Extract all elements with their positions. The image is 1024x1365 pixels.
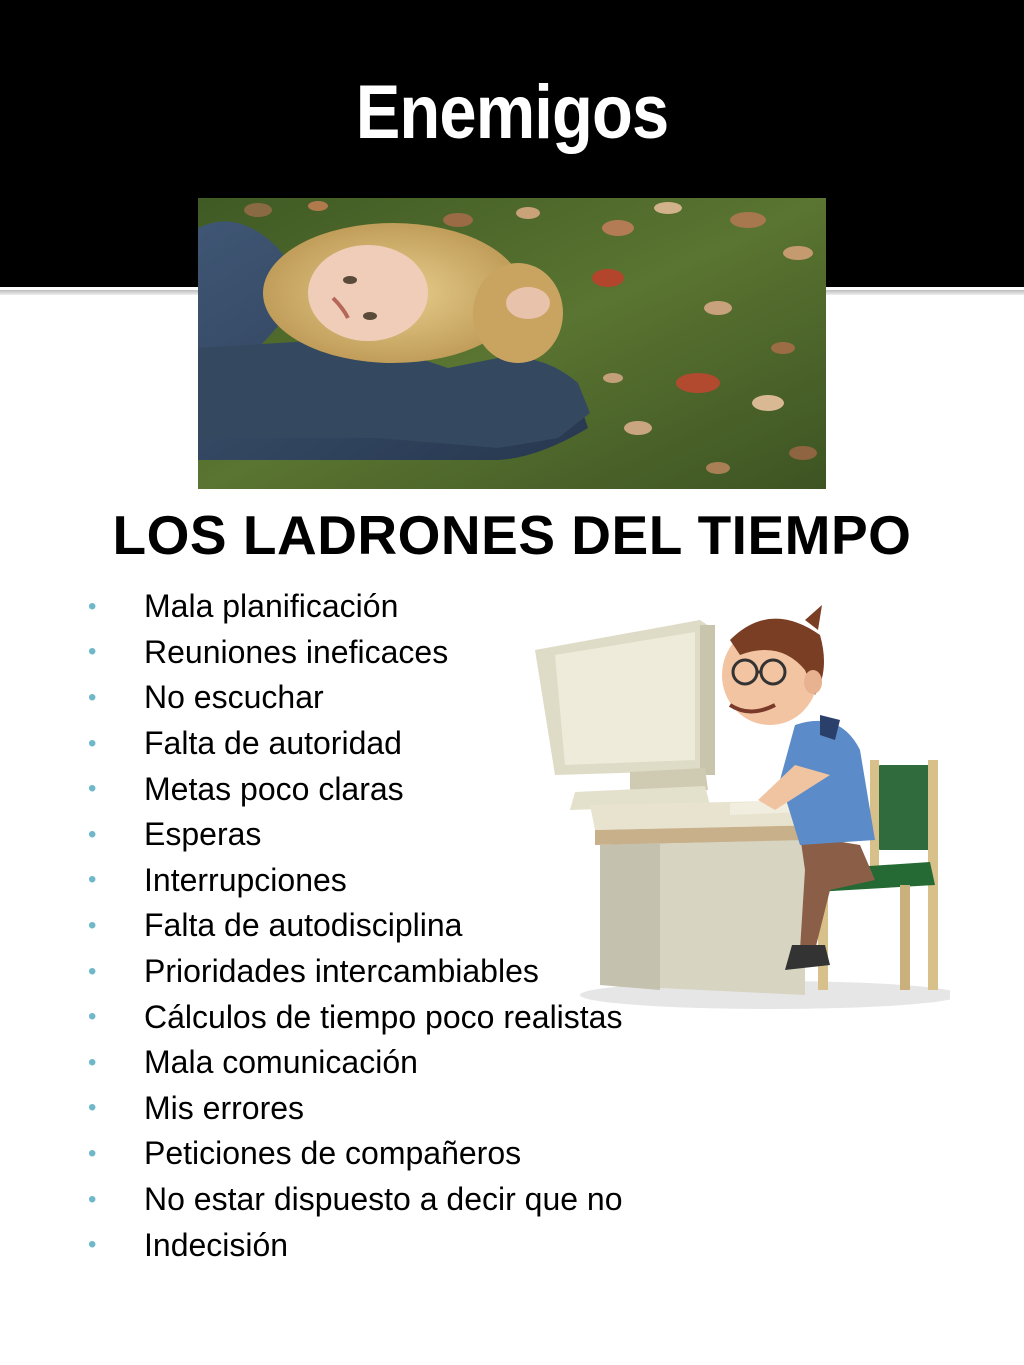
woman-lying-on-grass-photo — [198, 198, 826, 489]
list-item-label: No escuchar — [144, 679, 324, 716]
list-item-label: Metas poco claras — [144, 770, 404, 807]
list-item-label: Mala planificación — [144, 588, 399, 625]
slide-title: Enemigos — [355, 70, 669, 155]
bullet-icon: • — [88, 911, 97, 939]
bullet-icon: • — [88, 638, 97, 666]
bullet-icon: • — [88, 683, 97, 711]
bullet-icon: • — [88, 729, 97, 757]
bullet-icon: • — [88, 1185, 97, 1213]
bullet-icon: • — [88, 866, 97, 894]
slide-subtitle: LOS LADRONES DEL TIEMPO — [112, 504, 912, 566]
list-item — [86, 1086, 623, 1132]
list-item-label: Peticiones de compañeros — [144, 1135, 522, 1172]
bullet-icon: • — [88, 1139, 97, 1167]
bullet-icon: • — [88, 592, 97, 620]
list-item-label: Interrupciones — [144, 861, 347, 898]
bullet-icon: • — [88, 775, 97, 803]
list-item-label: Esperas — [144, 816, 262, 853]
bullet-icon: • — [88, 1231, 97, 1259]
list-item-label: Indecisión — [144, 1226, 289, 1263]
list-item — [86, 1177, 623, 1223]
list-item — [86, 1222, 623, 1268]
person-at-computer-clipart — [530, 600, 950, 1010]
list-item-label: Mala comunicación — [144, 1044, 418, 1081]
list-item-label: Falta de autoridad — [144, 725, 402, 762]
list-item — [86, 1131, 623, 1177]
list-item-label: Cálculos de tiempo poco realistas — [144, 998, 623, 1035]
bullet-icon: • — [88, 1003, 97, 1031]
bullet-icon: • — [88, 957, 97, 985]
list-item-label: Reuniones ineficaces — [144, 633, 449, 670]
list-item-label: Falta de autodisciplina — [144, 907, 463, 944]
list-item-label: No estar dispuesto a decir que no — [144, 1181, 623, 1218]
list-item-label: Mis errores — [144, 1089, 305, 1126]
list-item-label: Prioridades intercambiables — [144, 953, 539, 990]
bullet-icon: • — [88, 1048, 97, 1076]
list-item — [86, 1040, 623, 1086]
bullet-icon: • — [88, 1094, 97, 1122]
bullet-icon: • — [88, 820, 97, 848]
